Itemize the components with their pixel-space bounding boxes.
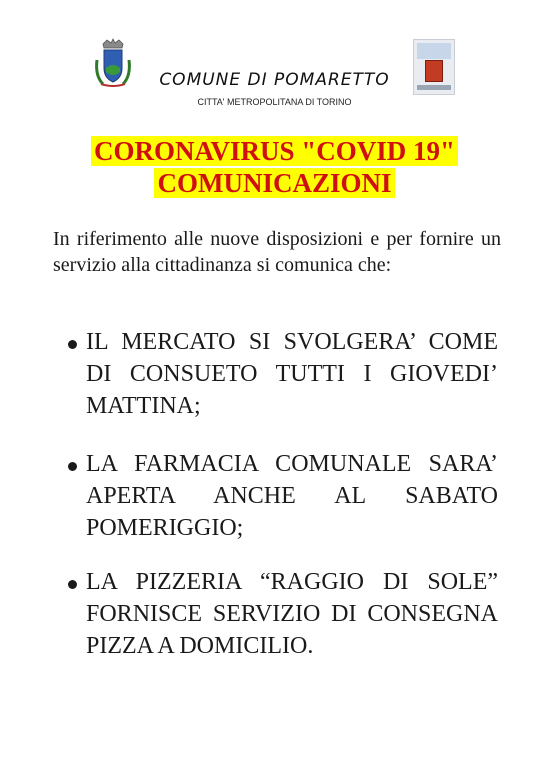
list-item-text: LA FARMACIA COMUNALE SARA’ APERTA ANCHE AL SABATO POMERIGGIO; — [86, 451, 498, 541]
list-item — [70, 566, 498, 662]
headline-subtitle — [0, 168, 549, 198]
headline-subtitle-text: COMUNICAZIONI — [154, 168, 394, 198]
list-item — [70, 326, 498, 422]
list-item-text: LA PIZZERIA “RAGGIO DI SOLE” FORNISCE SERVIZIO DI CONSEGNA PIZZA A DOMICILIO. — [86, 569, 498, 659]
municipality-subtitle: CITTA' METROPOLITANA DI TORINO — [197, 97, 352, 107]
list-item-text: IL MERCATO SI SVOLGERA’ COME DI CONSUETO TUTTI I GIOVEDI’ MATTINA; — [86, 329, 498, 419]
municipality-name: COMUNE DI POMARETTO — [159, 70, 390, 90]
intro-paragraph: In riferimento alle nuove disposizioni e per fornire un servizio alla cittadinanza si comunica che: — [53, 228, 501, 276]
headline-title — [0, 136, 549, 166]
headline-title-text: CORONAVIRUS "COVID 19" — [91, 136, 458, 166]
list-item — [70, 448, 498, 544]
